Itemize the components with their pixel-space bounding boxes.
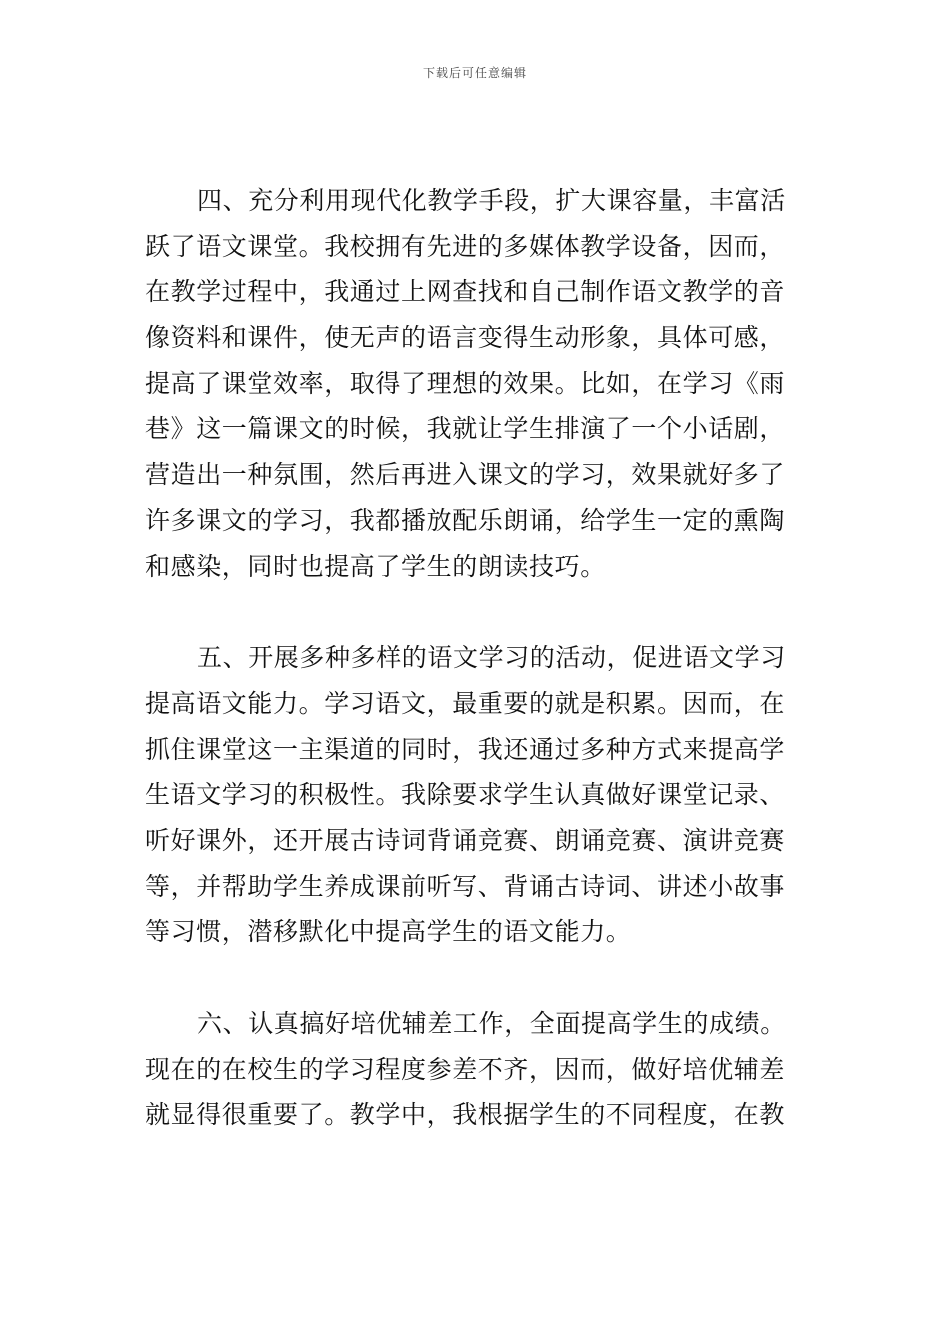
text-line: 抓住课堂这一主渠道的同时，我还通过多种方式来提高学 [145, 734, 786, 764]
text-line: 营造出一种氛围，然后再进入课文的学习，效果就好多了 [145, 460, 786, 490]
text-line: 在教学过程中，我通过上网查找和自己制作语文教学的音 [145, 277, 786, 307]
document-body [145, 178, 807, 1184]
text-line: 和感染，同时也提高了学生的朗读技巧。 [145, 551, 606, 581]
text-line: 就显得很重要了。教学中，我根据学生的不同程度，在教 [145, 1100, 786, 1130]
paragraph-five [145, 635, 807, 955]
paragraph-six [145, 1001, 807, 1138]
text-line: 听好课外，还开展古诗词背诵竞赛、朗诵竞赛、演讲竞赛 [145, 825, 786, 855]
text-line: 巷》这一篇课文的时候，我就让学生排演了一个小话剧， [145, 414, 786, 444]
text-line: 等，并帮助学生养成课前听写、背诵古诗词、讲述小故事 [145, 871, 786, 901]
header-note: 下载后可任意编辑 [422, 66, 527, 80]
text-line: 像资料和课件，使无声的语言变得生动形象，具体可感， [145, 323, 786, 353]
text-line: 跃了语文课堂。我校拥有先进的多媒体教学设备，因而， [145, 231, 786, 261]
text-line: 四、充分利用现代化教学手段，扩大课容量，丰富活 [197, 186, 786, 215]
text-line: 六、认真搞好培优辅差工作，全面提高学生的成绩。 [197, 1009, 786, 1038]
text-line: 等习惯，潜移默化中提高学生的语文能力。 [145, 917, 632, 947]
text-line: 五、开展多种多样的语文学习的活动，促进语文学习 [197, 643, 786, 673]
text-line: 生语文学习的积极性。我除要求学生认真做好课堂记录、 [145, 780, 786, 810]
paragraph-four [145, 178, 807, 589]
text-line: 提高了课堂效率，取得了理想的效果。比如，在学习《雨 [145, 368, 786, 398]
text-line: 许多课文的学习，我都播放配乐朗诵，给学生一定的熏陶 [145, 505, 786, 535]
text-line: 现在的在校生的学习程度参差不齐，因而，做好培优辅差 [145, 1054, 786, 1084]
text-line: 提高语文能力。学习语文，最重要的就是积累。因而，在 [145, 688, 786, 718]
